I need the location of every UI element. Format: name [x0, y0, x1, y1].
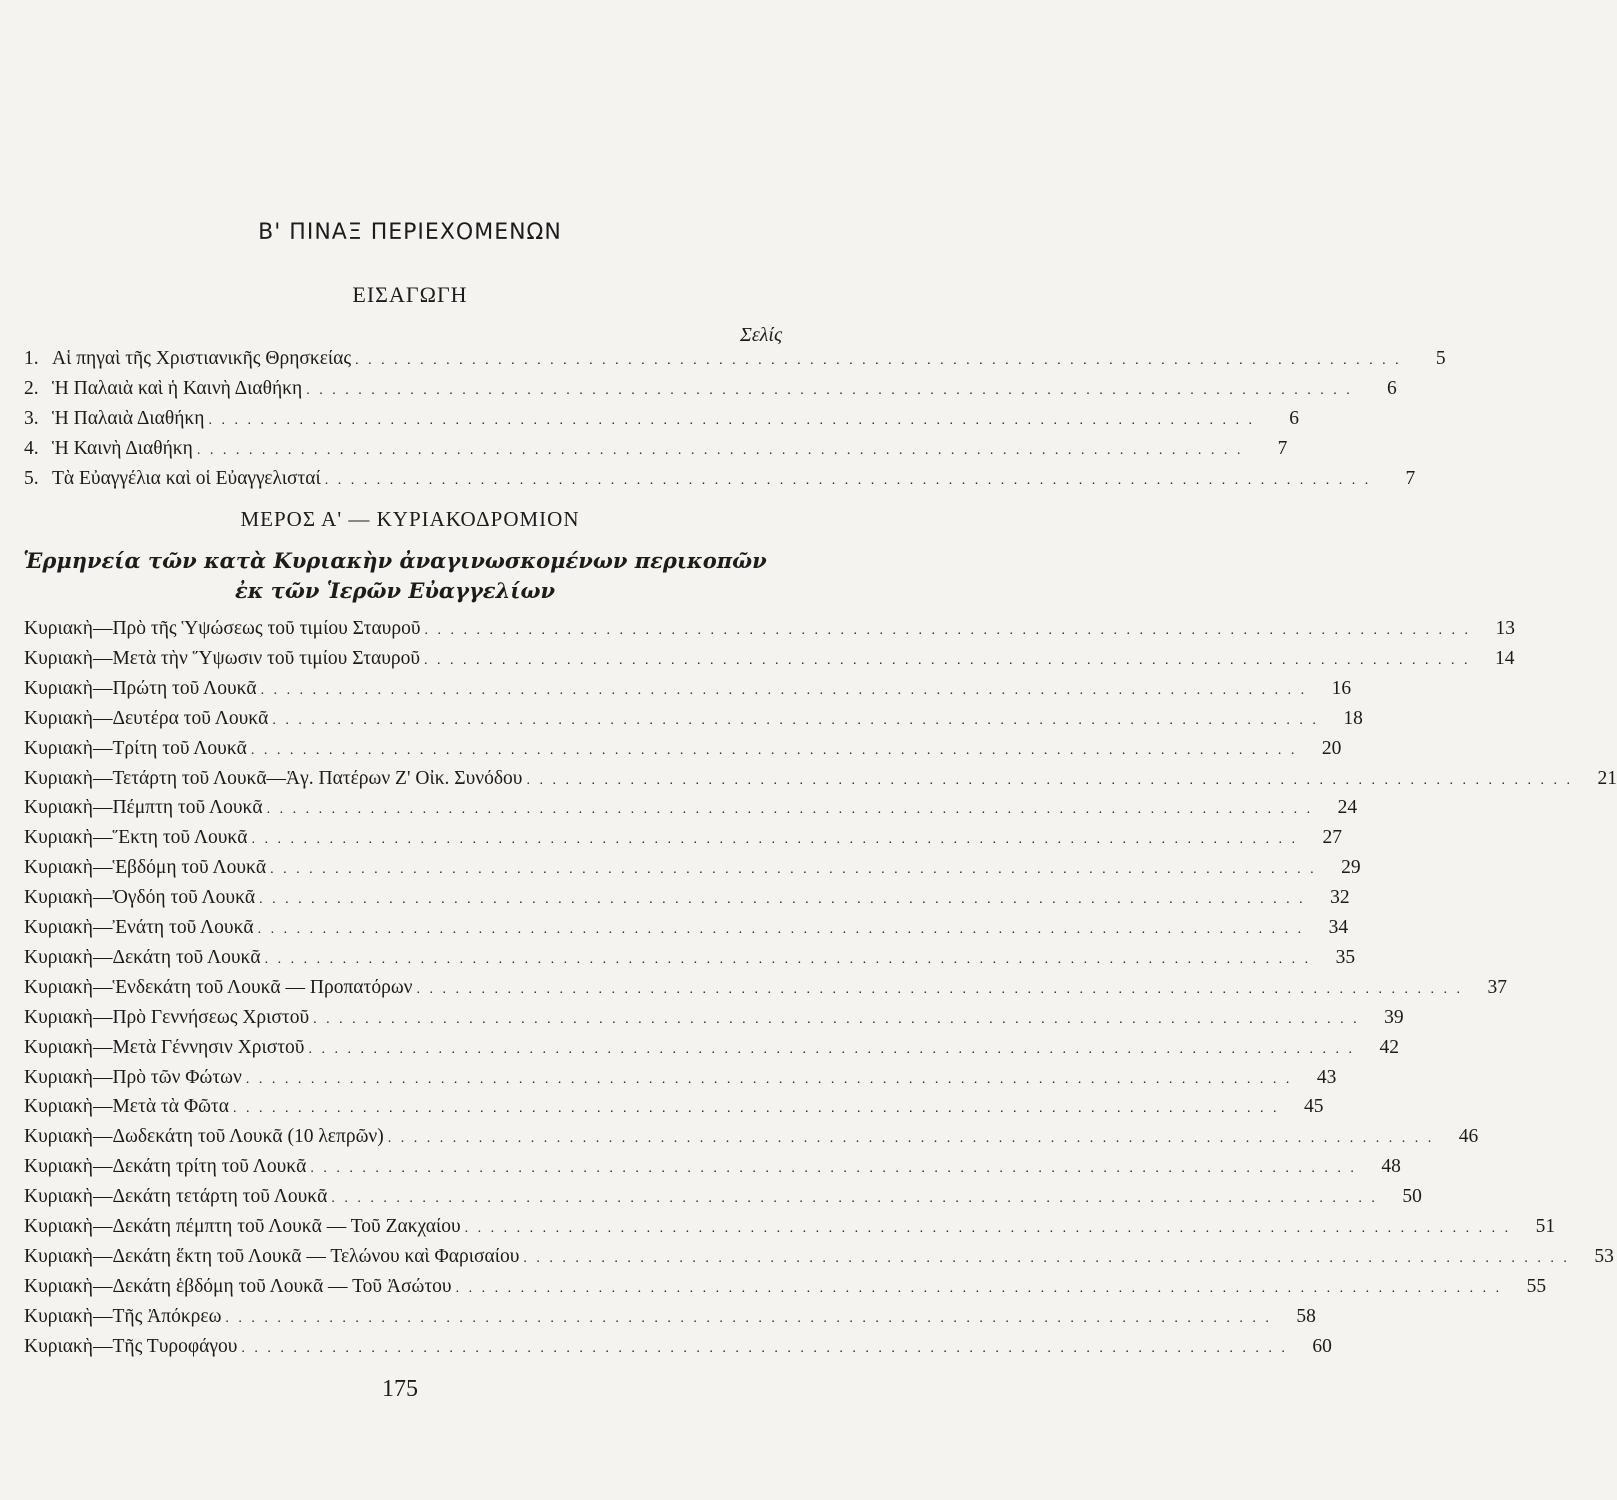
- leader-dots: . . . . . . . . . . . . . . . . . . . . . . . . . . . . . . . . . . . . . . . . . . . . . . . . . . . . . . . . . . . . . . . . . . . . . . . . . . . . . . . . .: [331, 1191, 1378, 1207]
- entry-page: 37: [1487, 976, 1507, 998]
- entry-page: 53: [1594, 1245, 1614, 1267]
- entry-page: 14: [1495, 647, 1515, 669]
- leader-dots: . . . . . . . . . . . . . . . . . . . . . . . . . . . . . . . . . . . . . . . . . . . . . . . . . . . . . . . . . . . . . . . . . . . . . . . . . . . . . . . . .: [355, 353, 1402, 368]
- entry-page: 60: [1312, 1335, 1332, 1357]
- entry-page: 50: [1402, 1186, 1422, 1208]
- entry-page: 51: [1535, 1216, 1556, 1237]
- entry-title: Κυριακὴ—Τετάρτη τοῦ Λουκᾶ—Ἁγ. Πατέρων Ζ' Οἰκ. Συνόδου: [24, 767, 523, 789]
- entry-title: Κυριακὴ—Τῆς Ἀπόκρεω: [24, 1305, 222, 1327]
- part-a-subtitle-line2: ἐκ τῶν Ἱερῶν Εὐαγγελίων: [234, 578, 556, 603]
- entry-page: 21: [1597, 767, 1617, 789]
- toc-entry: [24, 704, 1363, 734]
- entry-page: 7: [1277, 438, 1288, 459]
- leader-dots: . . . . . . . . . . . . . . . . . . . . . . . . . . . . . . . . . . . . . . . . . . . . . . . . . . . . . . . . . . . . . . . . . . . . . . . . . . . . . . . . .: [245, 1071, 1293, 1087]
- toc-entry: [24, 1033, 1399, 1063]
- toc-entry: [24, 1182, 1422, 1212]
- entry-title: Τὰ Εὐαγγέλια καὶ οἱ Εὐαγγελισταί: [52, 468, 321, 489]
- leader-dots: . . . . . . . . . . . . . . . . . . . . . . . . . . . . . . . . . . . . . . . . . . . . . . . . . . . . . . . . . . . . . . . . . . . . . . . . . . . . . . . . .: [416, 981, 1463, 997]
- toc-entry: [24, 674, 1352, 704]
- toc-entry: [24, 973, 1507, 1003]
- entry-page: 29: [1341, 857, 1361, 879]
- toc-entry: [24, 614, 1515, 644]
- entry-title: Κυριακὴ—Πρώτη τοῦ Λουκᾶ: [24, 677, 257, 699]
- entry-page: 45: [1303, 1096, 1324, 1118]
- part-a-heading: ΜΕΡΟΣ Α' — ΚΥΡΙΑΚΟΔΡΟΜΙΟΝ: [240, 507, 580, 531]
- entry-page: 35: [1335, 946, 1356, 968]
- entry-page: 7: [1405, 468, 1416, 489]
- toc-entry: [24, 1302, 1316, 1332]
- entry-number: 3.: [24, 408, 39, 429]
- entry-page: 55: [1526, 1275, 1547, 1297]
- leader-dots: . . . . . . . . . . . . . . . . . . . . . . . . . . . . . . . . . . . . . . . . . . . . . . . . . . . . . . . . . . . . . . . . . . . . . . . . . . . . . . . . .: [259, 892, 1306, 908]
- entry-page: 5: [1435, 348, 1446, 369]
- toc-entry: [24, 1242, 1614, 1272]
- leader-dots: . . . . . . . . . . . . . . . . . . . . . . . . . . . . . . . . . . . . . . . . . . . . . . . . . . . . . . . . . . . . . . . . . . . . . . . . . . . . . . . . .: [208, 413, 1255, 428]
- entry-title: Αἱ πηγαὶ τῆς Χριστιανικῆς Θρησκείας: [52, 348, 352, 369]
- toc-entry: [24, 374, 1397, 404]
- entry-title: Κυριακὴ—Ἐνάτη τοῦ Λουκᾶ: [24, 917, 254, 938]
- entry-title: Κυριακὴ—Δεκάτη τοῦ Λουκᾶ: [24, 946, 261, 968]
- entry-title: Κυριακὴ—Ὀγδόη τοῦ Λουκᾶ: [24, 887, 256, 909]
- entry-title: Κυριακὴ—Ἕκτη τοῦ Λουκᾶ: [24, 827, 248, 849]
- entry-title: Κυριακὴ—Μετὰ τὰ Φῶτα: [24, 1096, 229, 1118]
- toc-entry: [24, 764, 1617, 794]
- toc-entry: [24, 1332, 1332, 1362]
- entry-title: Κυριακὴ—Τρίτη τοῦ Λουκᾶ: [24, 737, 247, 759]
- entry-title: Κυριακὴ—Δεκάτη πέμπτη τοῦ Λουκᾶ — Τοῦ Ζακχαίου: [24, 1216, 461, 1237]
- entry-title: Κυριακὴ—Πέμπτη τοῦ Λουκᾶ: [24, 797, 263, 819]
- entry-title: Κυριακὴ—Μετὰ τὴν Ὕψωσιν τοῦ τιμίου Σταυροῦ: [24, 647, 421, 669]
- entry-page: 24: [1337, 797, 1358, 819]
- leader-dots: . . . . . . . . . . . . . . . . . . . . . . . . . . . . . . . . . . . . . . . . . . . . . . . . . . . . . . . . . . . . . . . . . . . . . . . . . . . . . . . . .: [387, 1131, 1435, 1147]
- entry-title: Κυριακὴ—Μετὰ Γέννησιν Χριστοῦ: [24, 1036, 305, 1058]
- entry-number: 4.: [24, 438, 39, 459]
- page-column-label: Σελίς: [740, 324, 783, 346]
- toc-entry: [24, 344, 1446, 374]
- entry-page: 6: [1386, 378, 1397, 399]
- toc-entry: [24, 464, 1416, 494]
- toc-entry: [24, 644, 1515, 674]
- entry-title: Ἡ Παλαιὰ Διαθήκη: [52, 408, 205, 429]
- toc-entry: [24, 1003, 1404, 1033]
- entry-page: 48: [1381, 1156, 1401, 1178]
- entry-title: Ἡ Καινὴ Διαθήκη: [52, 438, 193, 459]
- entry-page: 13: [1495, 618, 1515, 639]
- entry-title: Κυριακὴ—Πρὸ Γεννήσεως Χριστοῦ: [24, 1006, 310, 1028]
- toc-entry: [24, 1272, 1547, 1302]
- toc-entry: [24, 823, 1342, 853]
- toc-entry: [24, 913, 1349, 943]
- toc-entry: [24, 734, 1342, 764]
- entry-page: 18: [1343, 707, 1363, 729]
- toc-entry: [24, 793, 1358, 823]
- toc-entry: [24, 1063, 1337, 1093]
- leader-dots: . . . . . . . . . . . . . . . . . . . . . . . . . . . . . . . . . . . . . . . . . . . . . . . . . . . . . . . . . . . . . . . . . . . . . . . . . . . . . . . . .: [424, 652, 1471, 668]
- leader-dots: . . . . . . . . . . . . . . . . . . . . . . . . . . . . . . . . . . . . . . . . . . . . . . . . . . . . . . . . . . . . . . . . . . . . . . . . . . . . . . . . .: [225, 1310, 1272, 1326]
- entry-title: Κυριακὴ—Δεκάτη τετάρτη τοῦ Λουκᾶ: [24, 1186, 328, 1208]
- leader-dots: . . . . . . . . . . . . . . . . . . . . . . . . . . . . . . . . . . . . . . . . . . . . . . . . . . . . . . . . . . . . . . . . . . . . . . . . . . . . . . . . .: [232, 1101, 1280, 1117]
- leader-dots: . . . . . . . . . . . . . . . . . . . . . . . . . . . . . . . . . . . . . . . . . . . . . . . . . . . . . . . . . . . . . . . . . . . . . . . . . . . . . . . . .: [270, 862, 1317, 878]
- entry-page: 27: [1322, 827, 1342, 849]
- entry-page: 20: [1321, 737, 1342, 759]
- toc-entry: [24, 1122, 1479, 1152]
- entry-page: 16: [1331, 677, 1352, 699]
- toc-entry: [24, 943, 1356, 973]
- leader-dots: . . . . . . . . . . . . . . . . . . . . . . . . . . . . . . . . . . . . . . . . . . . . . . . . . . . . . . . . . . . . . . . . . . . . . . . . . . . . . . . . .: [251, 832, 1298, 848]
- leader-dots: . . . . . . . . . . . . . . . . . . . . . . . . . . . . . . . . . . . . . . . . . . . . . . . . . . . . . . . . . . . . . . . . . . . . . . . . . . . . . . . . .: [272, 712, 1319, 728]
- leader-dots: . . . . . . . . . . . . . . . . . . . . . . . . . . . . . . . . . . . . . . . . . . . . . . . . . . . . . . . . . . . . . . . . . . . . . . . . . . . . . . . . .: [266, 802, 1314, 818]
- leader-dots: . . . . . . . . . . . . . . . . . . . . . . . . . . . . . . . . . . . . . . . . . . . . . . . . . . . . . . . . . . . . . . . . . . . . . . . . . . . . . . . . .: [260, 682, 1308, 698]
- leader-dots: . . . . . . . . . . . . . . . . . . . . . . . . . . . . . . . . . . . . . . . . . . . . . . . . . . . . . . . . . . . . . . . . . . . . . . . . . . . . . . . . .: [313, 1011, 1360, 1027]
- leader-dots: . . . . . . . . . . . . . . . . . . . . . . . . . . . . . . . . . . . . . . . . . . . . . . . . . . . . . . . . . . . . . . . . . . . . . . . . . . . . . . . . .: [324, 473, 1372, 488]
- entry-title: Κυριακὴ—Δεκάτη ἕκτη τοῦ Λουκᾶ — Τελώνου καὶ Φαρισαίου: [24, 1245, 520, 1267]
- toc-entry: [24, 883, 1350, 913]
- leader-dots: . . . . . . . . . . . . . . . . . . . . . . . . . . . . . . . . . . . . . . . . . . . . . . . . . . . . . . . . . . . . . . . . . . . . . . . . . . . . . . . . .: [310, 1161, 1357, 1177]
- introduction-heading: ΕΙΣΑΓΩΓΗ: [352, 282, 468, 307]
- toc-entry: [24, 853, 1361, 883]
- leader-dots: . . . . . . . . . . . . . . . . . . . . . . . . . . . . . . . . . . . . . . . . . . . . . . . . . . . . . . . . . . . . . . . . . . . . . . . . . . . . . . . . .: [308, 1041, 1355, 1057]
- entry-number: 5.: [24, 468, 39, 489]
- entry-title: Ἡ Παλαιὰ καὶ ἡ Καινὴ Διαθήκη: [52, 378, 303, 399]
- entry-title: Κυριακὴ—Τῆς Τυροφάγου: [24, 1335, 238, 1357]
- entry-title: Κυριακὴ—Δευτέρα τοῦ Λουκᾶ: [24, 707, 269, 729]
- leader-dots: . . . . . . . . . . . . . . . . . . . . . . . . . . . . . . . . . . . . . . . . . . . . . . . . . . . . . . . . . . . . . . . . . . . . . . . . . . . . . . . . .: [455, 1280, 1503, 1296]
- entry-number: 2.: [24, 378, 39, 399]
- part-a-subtitle-line1: Ἑρμηνεία τῶν κατὰ Κυριακὴν ἀναγινωσκομένων περικοπῶν: [23, 548, 767, 573]
- entry-title: Κυριακὴ—Ἑβδόμη τοῦ Λουκᾶ: [24, 857, 267, 879]
- entry-title: Κυριακὴ—Δεκάτη τρίτη τοῦ Λουκᾶ: [24, 1156, 307, 1178]
- leader-dots: . . . . . . . . . . . . . . . . . . . . . . . . . . . . . . . . . . . . . . . . . . . . . . . . . . . . . . . . . . . . . . . . . . . . . . . . . . . . . . . . .: [250, 742, 1298, 758]
- page-number: 175: [382, 1376, 418, 1402]
- entry-title: Κυριακὴ—Πρὸ τῶν Φώτων: [24, 1066, 242, 1088]
- leader-dots: . . . . . . . . . . . . . . . . . . . . . . . . . . . . . . . . . . . . . . . . . . . . . . . . . . . . . . . . . . . . . . . . . . . . . . . . . . . . . . . . .: [464, 1221, 1512, 1236]
- entry-number: 1.: [24, 348, 39, 369]
- leader-dots: . . . . . . . . . . . . . . . . . . . . . . . . . . . . . . . . . . . . . . . . . . . . . . . . . . . . . . . . . . . . . . . . . . . . . . . . . . . . . . . . .: [424, 623, 1471, 638]
- toc-entry: [24, 434, 1288, 464]
- toc-entry: [24, 1152, 1401, 1182]
- entry-page: 58: [1296, 1305, 1316, 1327]
- toc-entry: [24, 1092, 1324, 1122]
- leader-dots: . . . . . . . . . . . . . . . . . . . . . . . . . . . . . . . . . . . . . . . . . . . . . . . . . . . . . . . . . . . . . . . . . . . . . . . . . . . . . . . . .: [306, 383, 1353, 398]
- entry-title: Κυριακὴ—Πρὸ τῆς Ὑψώσεως τοῦ τιμίου Σταυροῦ: [24, 618, 421, 639]
- leader-dots: . . . . . . . . . . . . . . . . . . . . . . . . . . . . . . . . . . . . . . . . . . . . . . . . . . . . . . . . . . . . . . . . . . . . . . . . . . . . . . . . .: [196, 443, 1244, 458]
- entry-page: 46: [1458, 1126, 1479, 1148]
- leader-dots: . . . . . . . . . . . . . . . . . . . . . . . . . . . . . . . . . . . . . . . . . . . . . . . . . . . . . . . . . . . . . . . . . . . . . . . . . . . . . . . . .: [257, 922, 1305, 937]
- entry-page: 34: [1328, 917, 1349, 938]
- contents-title: Β' ΠΙΝΑΞ ΠΕΡΙΕΧΟΜΕΝΩΝ: [258, 220, 562, 245]
- toc-entry: [24, 404, 1299, 434]
- entry-page: 39: [1384, 1006, 1404, 1028]
- leader-dots: . . . . . . . . . . . . . . . . . . . . . . . . . . . . . . . . . . . . . . . . . . . . . . . . . . . . . . . . . . . . . . . . . . . . . . . . . . . . . . . . .: [264, 951, 1312, 967]
- entry-title: Κυριακὴ—Δεκάτη ἑβδόμη τοῦ Λουκᾶ — Τοῦ Ἀσώτου: [24, 1275, 452, 1297]
- entry-page: 42: [1379, 1036, 1399, 1058]
- leader-dots: . . . . . . . . . . . . . . . . . . . . . . . . . . . . . . . . . . . . . . . . . . . . . . . . . . . . . . . . . . . . . . . . . . . . . . . . . . . . . . . . .: [241, 1340, 1288, 1356]
- entry-page: 43: [1316, 1066, 1337, 1088]
- entry-page: 6: [1289, 408, 1299, 429]
- entry-title: Κυριακὴ—Ἑνδεκάτη τοῦ Λουκᾶ — Προπατόρων: [24, 976, 413, 998]
- entry-title: Κυριακὴ—Δωδεκάτη τοῦ Λουκᾶ (10 λεπρῶν): [24, 1126, 384, 1148]
- entry-page: 32: [1330, 887, 1350, 909]
- toc-entry: [24, 1212, 1556, 1242]
- leader-dots: . . . . . . . . . . . . . . . . . . . . . . . . . . . . . . . . . . . . . . . . . . . . . . . . . . . . . . . . . . . . . . . . . . . . . . . . . . . . . . . . .: [526, 772, 1573, 788]
- leader-dots: . . . . . . . . . . . . . . . . . . . . . . . . . . . . . . . . . . . . . . . . . . . . . . . . . . . . . . . . . . . . . . . . . . . . . . . . . . . . . . . . .: [523, 1250, 1570, 1266]
